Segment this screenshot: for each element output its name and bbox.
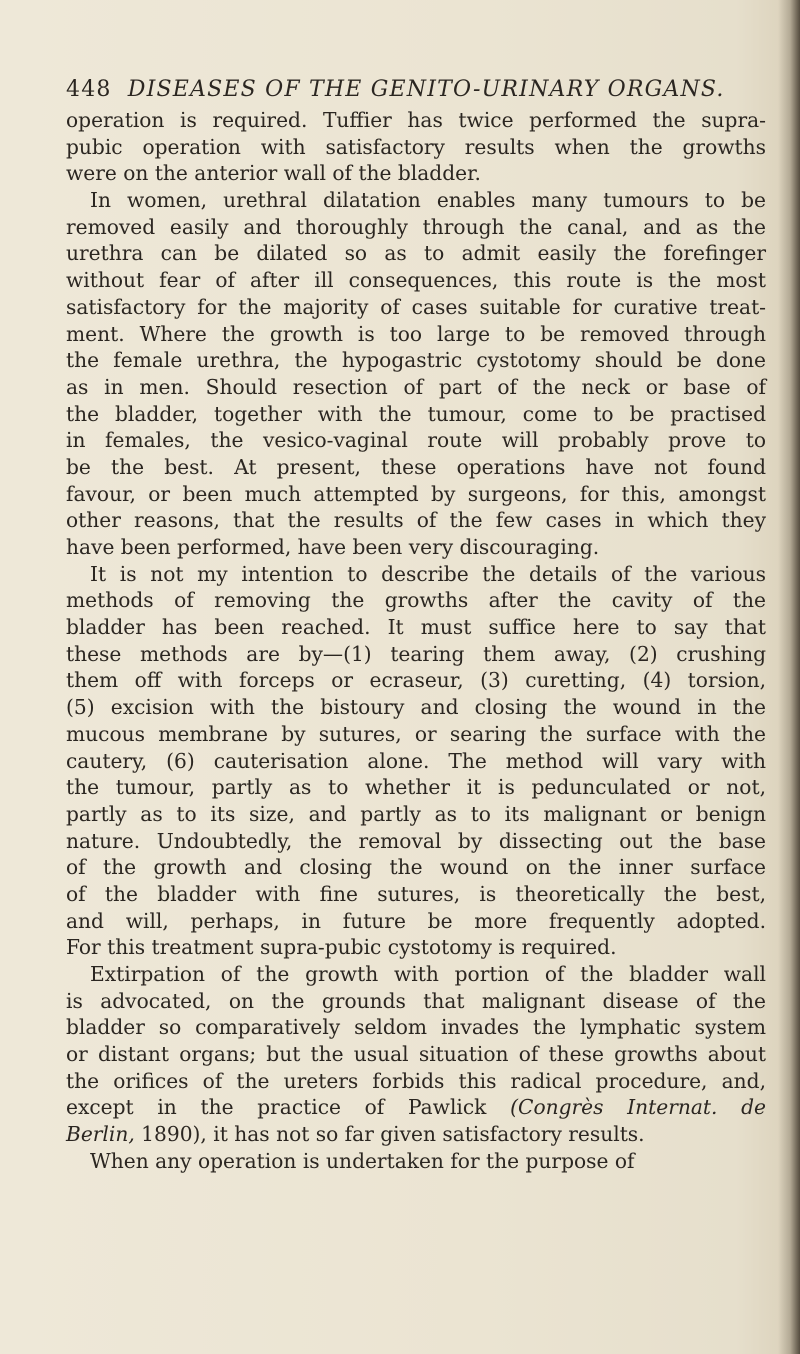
text-line: were on the anterior wall of the bladder.: [66, 161, 481, 186]
text-line: methods of removing the growths after the cavity of the: [66, 588, 766, 613]
text-line: satisfactory for the majority of cases suitable for curative treat-: [66, 294, 766, 319]
text-line: (5) excision with the bistoury and closing the wound in the: [66, 695, 766, 720]
text-line: nature. Undoubtedly, the removal by dissecting out the base: [66, 828, 766, 853]
text-line: operation is required. Tuffier has twice performed the supra-: [66, 108, 766, 132]
text-line: [66, 1121, 766, 1148]
text-line: have been performed, have been very discouraging.: [66, 535, 600, 559]
text-line: and will, perhaps, in future be more frequently adopted.: [66, 908, 766, 933]
running-title: DISEASES OF THE GENITO-URINARY ORGANS.: [127, 77, 725, 102]
text-line: When any operation is undertaken for the purpose of: [90, 1148, 635, 1173]
text-line: the bladder, together with the tumour, come to be practised: [66, 401, 766, 426]
text-line: It is not my intention to describe the details of the various: [90, 561, 766, 586]
page-edge-shadow: [778, 0, 800, 1354]
text-line: or distant organs; but the usual situation of these growths about: [66, 1042, 766, 1067]
text-line: is advocated, on the grounds that malignant disease of the: [66, 988, 766, 1013]
text-line: be the best. At present, these operations have not found: [66, 454, 766, 479]
text-line: the tumour, partly as to whether it is pedunculated or not,: [66, 775, 766, 800]
text-line: without fear of after ill consequences, this route is the most: [66, 268, 766, 293]
running-header: [66, 77, 726, 102]
text-line: of the bladder with fine sutures, is theoretically the best,: [66, 881, 766, 906]
text-line: other reasons, that the results of the few cases in which they: [66, 508, 766, 533]
text-line: [66, 1094, 766, 1121]
text-line: bladder so comparatively seldom invades the lymphatic system: [66, 1015, 766, 1040]
text-line: Extirpation of the growth with portion of the bladder wall: [90, 962, 766, 986]
text-line: bladder has been reached. It must suffice here to say that: [66, 615, 766, 640]
text-line: in females, the vesico-vaginal route will probably prove to: [66, 428, 766, 453]
text-line: favour, or been much attempted by surgeons, for this, amongst: [66, 481, 766, 506]
text-run: except in the practice of Pawlick: [66, 1095, 511, 1120]
text-line: mucous membrane by sutures, or searing the surface with the: [66, 721, 766, 746]
text-line: these methods are by—(1) tearing them away, (2) crushing: [66, 641, 766, 666]
text-line: In women, urethral dilatation enables many tumours to be: [90, 188, 766, 213]
text-line: cautery, (6) cauterisation alone. The method will vary with: [66, 748, 766, 773]
text-line: as in men. Should resection of part of the neck or base of: [66, 374, 766, 399]
text-line: them off with forceps or ecraseur, (3) curetting, (4) torsion,: [66, 668, 766, 693]
text-line: urethra can be dilated so as to admit easily the forefinger: [66, 241, 766, 266]
text-line: partly as to its size, and partly as to its malignant or benign: [66, 801, 766, 826]
text-line: For this treatment supra-pubic cystotomy is required.: [66, 935, 617, 960]
body-text: [66, 107, 766, 1175]
text-run: 1890), it has not so far given satisfactory results.: [134, 1122, 645, 1147]
text-line: the orifices of the ureters forbids this radical procedure, and,: [66, 1068, 766, 1093]
text-line: pubic operation with satisfactory results when the growths: [66, 134, 766, 159]
citation-italic: (Congrès Internat. de: [510, 1095, 766, 1120]
text-line: removed easily and thoroughly through the canal, and as the: [66, 214, 766, 239]
text-line: the female urethra, the hypogastric cystotomy should be done: [66, 348, 766, 373]
page-number: 448: [66, 77, 112, 102]
citation-italic: Berlin,: [66, 1122, 135, 1147]
text-line: ment. Where the growth is too large to be removed through: [66, 321, 766, 346]
text-line: of the growth and closing the wound on the inner surface: [66, 855, 766, 880]
